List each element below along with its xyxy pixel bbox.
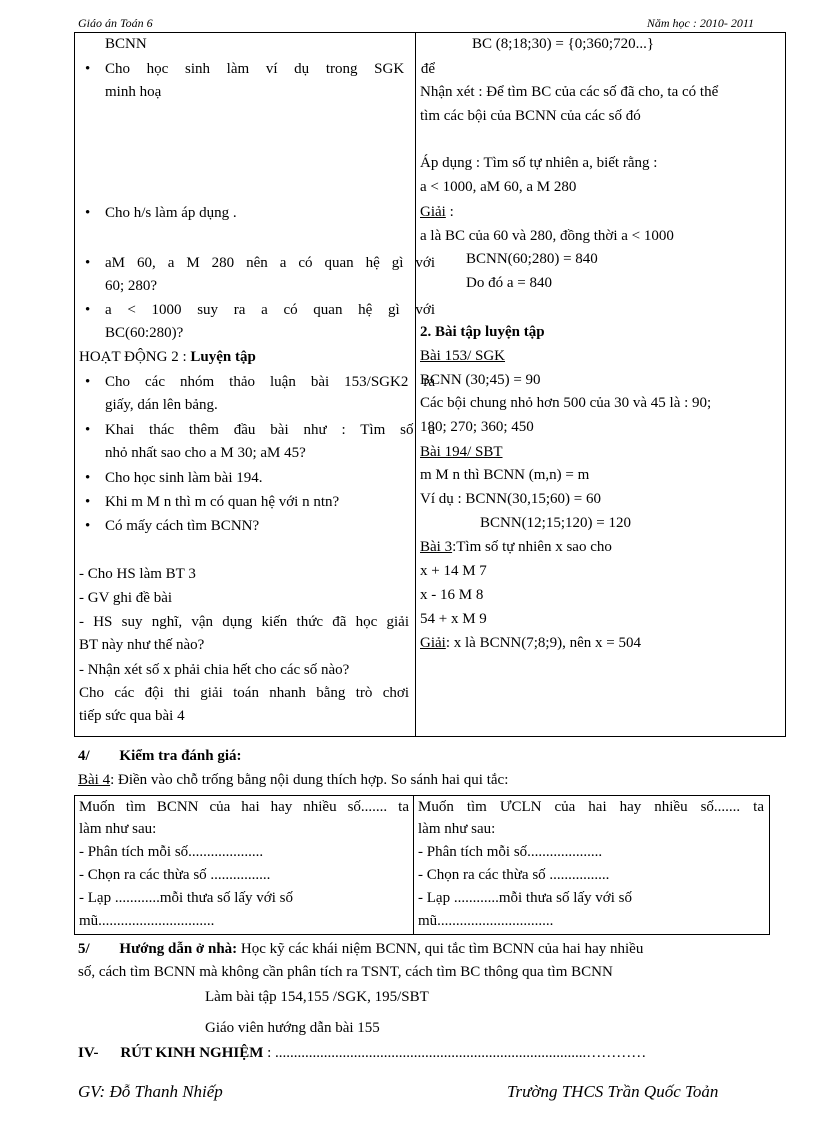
exercise-4-instruction bbox=[78, 769, 508, 791]
activity-prefix: HOẠT ĐỘNG 2 : bbox=[79, 349, 191, 365]
solution-text: : x là BCNN(7;8;9), nên x = 504 bbox=[445, 635, 641, 651]
left-line: Cho các đội thi giải toán nhanh bằng trò chơi bbox=[79, 685, 409, 701]
right-line: tìm các bội của BCNN của các số đó bbox=[420, 108, 641, 124]
bullet-item: • aM 60, a M 280 nên a có quan hệ gì với bbox=[79, 252, 435, 274]
homework-text: Học kỹ các khái niệm BCNN, qui tắc tìm BCNN của hai hay nhiều bbox=[237, 941, 644, 957]
section-number: 5/ bbox=[78, 941, 90, 957]
solution-label bbox=[420, 201, 782, 223]
right-cell-line: - Chọn ra các thừa số ................ bbox=[418, 867, 610, 883]
bullet-item: • Khi m M n thì m có quan hệ với n ntn? bbox=[79, 491, 435, 513]
exercise-title: Bài 194/ SBT bbox=[420, 444, 503, 460]
left-cell-line: Muốn tìm BCNN của hai hay nhiều số....... ta bbox=[79, 799, 409, 815]
bullet-item: • Khai thác thêm đầu bài như : Tìm số a bbox=[79, 419, 435, 441]
left-line: BC(60:280)? bbox=[105, 325, 184, 341]
section-title: Hướng dẫn ở nhà: bbox=[119, 941, 238, 957]
right-line: BCNN (30;45) = 90 bbox=[420, 372, 541, 388]
right-cell-line: - Lạp ............mỗi thưa số lấy với số bbox=[418, 890, 632, 906]
right-cell-line: Muốn tìm ƯCLN của hai hay nhiều số....... ta bbox=[418, 799, 764, 815]
header-subject: Giáo án Toán 6 bbox=[78, 16, 153, 30]
left-cell-line: - Phân tích mỗi số.................... bbox=[79, 844, 264, 860]
right-line: BCNN(12;15;120) = 120 bbox=[480, 515, 631, 531]
section-subheading: 2. Bài tập luyện tập bbox=[420, 324, 545, 340]
lesson-table bbox=[74, 32, 786, 737]
bullet-item: • a < 1000 suy ra a có quan hệ gì với bbox=[79, 299, 435, 321]
solution-word: Giải bbox=[420, 635, 446, 651]
left-cell-line: - Chọn ra các thừa số ................ bbox=[79, 867, 271, 883]
activity-heading bbox=[79, 346, 409, 368]
right-line: m M n thì BCNN (m,n) = m bbox=[420, 467, 590, 483]
bullet-item: • Cho học sinh làm bài 194. bbox=[79, 467, 435, 489]
notes-dots: : ...................................................................................………… bbox=[263, 1045, 647, 1061]
section-4-heading bbox=[78, 745, 242, 767]
solution-label bbox=[420, 632, 782, 654]
section-number: 4/ bbox=[78, 748, 90, 764]
left-line: - Nhận xét số x phải chia hết cho các số nào? bbox=[79, 662, 350, 678]
right-line: BC (8;18;30) = {0;360;720...} bbox=[472, 36, 655, 52]
exercise-label bbox=[420, 345, 782, 367]
comparison-table bbox=[74, 795, 770, 935]
page-header bbox=[78, 14, 754, 33]
exercise-title: Bài 4 bbox=[78, 772, 111, 788]
right-line: Nhận xét : Để tìm BC của các số đã cho, ta có thể bbox=[420, 84, 719, 100]
homework-line: số, cách tìm BCNN mà không cần phân tích ra TSNT, cách tìm BC thông qua tìm BCNN bbox=[78, 964, 613, 980]
exercise-label bbox=[420, 536, 782, 558]
section-number: IV- bbox=[78, 1045, 99, 1061]
column-divider bbox=[413, 796, 414, 934]
section-iv-heading bbox=[78, 1042, 646, 1064]
exercise-title: Bài 153/ SGK bbox=[420, 348, 506, 364]
left-line: BCNN bbox=[105, 36, 147, 52]
right-line: a là BC của 60 và 280, đồng thời a < 1000 bbox=[420, 228, 674, 244]
left-line: - HS suy nghĩ, vận dụng kiến thức đã học giải bbox=[79, 614, 409, 630]
right-line: Do đó a = 840 bbox=[466, 275, 552, 291]
bullet-item: • Cho học sinh làm ví dụ trong SGK để bbox=[79, 58, 435, 80]
homework-line: Giáo viên hướng dẫn bài 155 bbox=[205, 1020, 380, 1036]
right-cell-line: mũ............................... bbox=[418, 913, 554, 929]
exercise-text: : Điền vào chỗ trống bằng nội dung thích hợp. So sánh hai qui tắc: bbox=[110, 772, 509, 788]
right-line: x + 14 M 7 bbox=[420, 563, 487, 579]
left-line: nhỏ nhất sao cho a M 30; aM 45? bbox=[105, 445, 306, 461]
bullet-item: • Có mấy cách tìm BCNN? bbox=[79, 515, 435, 537]
footer-teacher: GV: Đỗ Thanh Nhiếp bbox=[78, 1082, 223, 1101]
left-line: BT này như thế nào? bbox=[79, 637, 205, 653]
right-line: x - 16 M 8 bbox=[420, 587, 484, 603]
left-cell-line: làm như sau: bbox=[79, 821, 157, 837]
section-title: Kiểm tra đánh giá: bbox=[119, 748, 242, 764]
header-school-year: Năm học : 2010- 2011 bbox=[646, 16, 754, 30]
left-cell-line: mũ............................... bbox=[79, 913, 215, 929]
left-line: - GV ghi đề bài bbox=[79, 590, 173, 606]
left-cell-line: - Lạp ............mỗi thưa số lấy với số bbox=[79, 890, 293, 906]
right-line: 54 + x M 9 bbox=[420, 611, 487, 627]
left-line: giấy, dán lên bảng. bbox=[105, 397, 218, 413]
exercise-text: :Tìm số tự nhiên x sao cho bbox=[452, 539, 612, 555]
activity-title: Luyện tập bbox=[190, 349, 256, 365]
right-cell-line: - Phân tích mỗi số.................... bbox=[418, 844, 603, 860]
right-line: 180; 270; 360; 450 bbox=[420, 419, 534, 435]
right-line: Áp dụng : Tìm số tự nhiên a, biết rằng : bbox=[420, 155, 658, 171]
left-line: - Cho HS làm BT 3 bbox=[79, 566, 196, 582]
homework-line: Làm bài tập 154,155 /SGK, 195/SBT bbox=[205, 989, 429, 1005]
footer-school: Trường THCS Trần Quốc Toản bbox=[507, 1082, 719, 1101]
solution-colon: : bbox=[445, 204, 454, 220]
section-5-heading bbox=[78, 938, 643, 960]
exercise-label bbox=[420, 441, 782, 463]
exercise-title: Bài 3 bbox=[420, 539, 453, 555]
bullet-item: • Cho các nhóm thảo luận bài 153/SGK2 ra bbox=[79, 371, 435, 393]
right-line: Ví dụ : BCNN(30,15;60) = 60 bbox=[420, 491, 601, 507]
solution-word: Giải bbox=[420, 204, 446, 220]
left-line: 60; 280? bbox=[105, 278, 158, 294]
right-line: Các bội chung nhỏ hơn 500 của 30 và 45 là : 90; bbox=[420, 395, 712, 411]
bullet-item: • Cho h/s làm áp dụng . bbox=[79, 202, 435, 224]
left-line: minh hoạ bbox=[105, 84, 162, 100]
right-line: a < 1000, aM 60, a M 280 bbox=[420, 179, 577, 195]
right-line: BCNN(60;280) = 840 bbox=[466, 251, 598, 267]
right-cell-line: làm như sau: bbox=[418, 821, 496, 837]
left-line: tiếp sức qua bài 4 bbox=[79, 708, 185, 724]
section-title: RÚT KINH NGHIỆM bbox=[120, 1045, 264, 1061]
